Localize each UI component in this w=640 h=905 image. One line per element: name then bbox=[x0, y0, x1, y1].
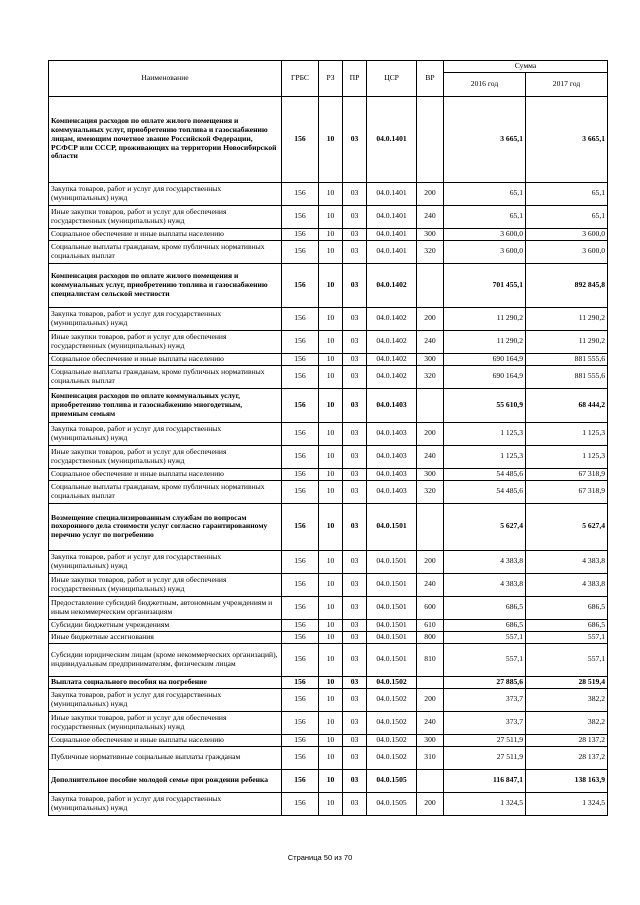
cell-vr: 320 bbox=[417, 365, 444, 388]
cell-grbs: 156 bbox=[282, 734, 319, 746]
cell-2017: 67 318,9 bbox=[526, 468, 608, 480]
cell-grbs: 156 bbox=[282, 688, 319, 711]
cell-pr: 03 bbox=[343, 422, 367, 445]
cell-2016: 5 627,4 bbox=[444, 503, 526, 550]
cell-name: Закупка товаров, работ и услуг для государственных (муниципальных) нужд bbox=[49, 550, 282, 573]
cell-2016: 55 610,9 bbox=[444, 388, 526, 422]
cell-rz: 10 bbox=[319, 468, 343, 480]
cell-2017: 686,5 bbox=[526, 619, 608, 631]
cell-pr: 03 bbox=[343, 228, 367, 240]
cell-name: Закупка товаров, работ и услуг для государственных (муниципальных) нужд bbox=[49, 422, 282, 445]
cell-2017: 1 324,5 bbox=[526, 792, 608, 815]
cell-2017: 1 125,3 bbox=[526, 422, 608, 445]
table-row bbox=[49, 792, 608, 815]
cell-pr: 03 bbox=[343, 676, 367, 688]
cell-name: Социальное обеспечение и иные выплаты населению bbox=[49, 353, 282, 365]
table-row-section bbox=[49, 388, 608, 422]
cell-name: Закупка товаров, работ и услуг для государственных (муниципальных) нужд bbox=[49, 307, 282, 330]
cell-2017: 382,2 bbox=[526, 688, 608, 711]
cell-grbs: 156 bbox=[282, 503, 319, 550]
cell-2016: 373,7 bbox=[444, 711, 526, 734]
cell-2016: 65,1 bbox=[444, 205, 526, 228]
cell-grbs: 156 bbox=[282, 182, 319, 205]
cell-csr: 04.0.1403 bbox=[367, 445, 417, 468]
cell-2017: 557,1 bbox=[526, 631, 608, 643]
cell-2017: 28 519,4 bbox=[526, 676, 608, 688]
cell-csr: 04.0.1401 bbox=[367, 240, 417, 263]
col-header-name: Наименование bbox=[49, 61, 282, 97]
cell-name: Закупка товаров, работ и услуг для государственных (муниципальных) нужд bbox=[49, 688, 282, 711]
cell-2017: 138 163,9 bbox=[526, 769, 608, 792]
table-row bbox=[49, 182, 608, 205]
cell-pr: 03 bbox=[343, 365, 367, 388]
cell-grbs: 156 bbox=[282, 96, 319, 182]
cell-rz: 10 bbox=[319, 676, 343, 688]
cell-vr: 200 bbox=[417, 182, 444, 205]
cell-vr: 300 bbox=[417, 228, 444, 240]
cell-csr: 04.0.1403 bbox=[367, 388, 417, 422]
table-row bbox=[49, 631, 608, 643]
table-row bbox=[49, 643, 608, 676]
cell-rz: 10 bbox=[319, 422, 343, 445]
cell-name: Социальное обеспечение и иные выплаты населению bbox=[49, 228, 282, 240]
cell-rz: 10 bbox=[319, 746, 343, 769]
cell-csr: 04.0.1402 bbox=[367, 365, 417, 388]
table-row bbox=[49, 353, 608, 365]
cell-csr: 04.0.1502 bbox=[367, 676, 417, 688]
cell-grbs: 156 bbox=[282, 480, 319, 503]
cell-grbs: 156 bbox=[282, 445, 319, 468]
cell-csr: 04.0.1502 bbox=[367, 746, 417, 769]
cell-csr: 04.0.1502 bbox=[367, 711, 417, 734]
cell-2016: 701 455,1 bbox=[444, 263, 526, 307]
cell-csr: 04.0.1502 bbox=[367, 734, 417, 746]
cell-2016: 3 665,1 bbox=[444, 96, 526, 182]
table-row bbox=[49, 307, 608, 330]
col-header-2016: 2016 год bbox=[444, 72, 526, 96]
cell-rz: 10 bbox=[319, 307, 343, 330]
col-header-2017: 2017 год bbox=[526, 72, 608, 96]
cell-name: Закупка товаров, работ и услуг для государственных (муниципальных) нужд bbox=[49, 182, 282, 205]
cell-2017: 1 125,3 bbox=[526, 445, 608, 468]
cell-pr: 03 bbox=[343, 631, 367, 643]
table-row-section bbox=[49, 96, 608, 182]
cell-vr: 600 bbox=[417, 596, 444, 619]
table-row-section bbox=[49, 676, 608, 688]
cell-rz: 10 bbox=[319, 631, 343, 643]
cell-grbs: 156 bbox=[282, 330, 319, 353]
cell-grbs: 156 bbox=[282, 307, 319, 330]
cell-pr: 03 bbox=[343, 353, 367, 365]
cell-grbs: 156 bbox=[282, 769, 319, 792]
cell-csr: 04.0.1402 bbox=[367, 307, 417, 330]
cell-2017: 382,2 bbox=[526, 711, 608, 734]
cell-name: Иные закупки товаров, работ и услуг для обеспечения государственных (муниципальных) нужд bbox=[49, 205, 282, 228]
cell-grbs: 156 bbox=[282, 596, 319, 619]
cell-vr: 320 bbox=[417, 480, 444, 503]
cell-csr: 04.0.1505 bbox=[367, 769, 417, 792]
cell-vr bbox=[417, 769, 444, 792]
cell-rz: 10 bbox=[319, 769, 343, 792]
cell-pr: 03 bbox=[343, 205, 367, 228]
cell-2017: 11 290,2 bbox=[526, 307, 608, 330]
cell-pr: 03 bbox=[343, 182, 367, 205]
table-body bbox=[49, 96, 608, 815]
cell-grbs: 156 bbox=[282, 422, 319, 445]
cell-rz: 10 bbox=[319, 734, 343, 746]
cell-vr: 810 bbox=[417, 643, 444, 676]
cell-name: Предоставление субсидий бюджетным, автономным учреждениям и иным некоммерческим организациям bbox=[49, 596, 282, 619]
cell-pr: 03 bbox=[343, 388, 367, 422]
cell-name: Компенсация расходов по оплате жилого помещения и коммунальных услуг, приобретению топлива и газоснабжению лицам, имеющим почетное звание Российской Федерации, РСФСР или СССР, проживающих на территории Новосибирской области bbox=[49, 96, 282, 182]
cell-vr: 240 bbox=[417, 445, 444, 468]
cell-vr: 200 bbox=[417, 307, 444, 330]
cell-grbs: 156 bbox=[282, 631, 319, 643]
budget-table bbox=[48, 60, 608, 816]
cell-name: Иные бюджетные ассигнования bbox=[49, 631, 282, 643]
cell-pr: 03 bbox=[343, 480, 367, 503]
cell-rz: 10 bbox=[319, 263, 343, 307]
cell-vr: 240 bbox=[417, 330, 444, 353]
cell-2017: 65,1 bbox=[526, 182, 608, 205]
cell-grbs: 156 bbox=[282, 550, 319, 573]
cell-csr: 04.0.1501 bbox=[367, 596, 417, 619]
cell-2016: 1 125,3 bbox=[444, 445, 526, 468]
cell-pr: 03 bbox=[343, 792, 367, 815]
cell-2016: 4 383,8 bbox=[444, 550, 526, 573]
table-row bbox=[49, 596, 608, 619]
cell-rz: 10 bbox=[319, 792, 343, 815]
cell-vr: 240 bbox=[417, 573, 444, 596]
cell-2017: 3 665,1 bbox=[526, 96, 608, 182]
cell-pr: 03 bbox=[343, 711, 367, 734]
cell-2017: 881 555,6 bbox=[526, 365, 608, 388]
cell-2017: 65,1 bbox=[526, 205, 608, 228]
cell-pr: 03 bbox=[343, 468, 367, 480]
table-row bbox=[49, 734, 608, 746]
cell-name: Социальное обеспечение и иные выплаты населению bbox=[49, 734, 282, 746]
cell-grbs: 156 bbox=[282, 573, 319, 596]
cell-csr: 04.0.1505 bbox=[367, 792, 417, 815]
cell-2017: 881 555,6 bbox=[526, 353, 608, 365]
cell-2016: 557,1 bbox=[444, 631, 526, 643]
cell-csr: 04.0.1401 bbox=[367, 205, 417, 228]
cell-rz: 10 bbox=[319, 240, 343, 263]
cell-rz: 10 bbox=[319, 619, 343, 631]
cell-pr: 03 bbox=[343, 734, 367, 746]
cell-vr bbox=[417, 503, 444, 550]
table-row bbox=[49, 480, 608, 503]
cell-vr: 200 bbox=[417, 688, 444, 711]
cell-csr: 04.0.1401 bbox=[367, 182, 417, 205]
cell-grbs: 156 bbox=[282, 388, 319, 422]
cell-2016: 54 485,6 bbox=[444, 480, 526, 503]
cell-rz: 10 bbox=[319, 96, 343, 182]
table-row-section bbox=[49, 503, 608, 550]
cell-2016: 1 125,3 bbox=[444, 422, 526, 445]
cell-rz: 10 bbox=[319, 228, 343, 240]
cell-2016: 690 164,9 bbox=[444, 353, 526, 365]
cell-2016: 116 847,1 bbox=[444, 769, 526, 792]
cell-pr: 03 bbox=[343, 746, 367, 769]
cell-vr: 610 bbox=[417, 619, 444, 631]
cell-name: Субсидии бюджетным учреждениям bbox=[49, 619, 282, 631]
cell-2017: 28 137,2 bbox=[526, 746, 608, 769]
cell-name: Дополнительное пособие молодой семье при рождении ребенка bbox=[49, 769, 282, 792]
cell-pr: 03 bbox=[343, 330, 367, 353]
cell-name: Публичные нормативные социальные выплаты гражданам bbox=[49, 746, 282, 769]
cell-rz: 10 bbox=[319, 330, 343, 353]
cell-2017: 68 444,2 bbox=[526, 388, 608, 422]
cell-csr: 04.0.1403 bbox=[367, 480, 417, 503]
cell-csr: 04.0.1402 bbox=[367, 330, 417, 353]
cell-csr: 04.0.1501 bbox=[367, 643, 417, 676]
cell-2016: 4 383,8 bbox=[444, 573, 526, 596]
cell-grbs: 156 bbox=[282, 711, 319, 734]
table-row bbox=[49, 550, 608, 573]
cell-2016: 27 885,6 bbox=[444, 676, 526, 688]
cell-vr: 300 bbox=[417, 353, 444, 365]
cell-grbs: 156 bbox=[282, 205, 319, 228]
cell-2016: 373,7 bbox=[444, 688, 526, 711]
cell-2016: 11 290,2 bbox=[444, 307, 526, 330]
cell-name: Социальное обеспечение и иные выплаты населению bbox=[49, 468, 282, 480]
cell-2016: 557,1 bbox=[444, 643, 526, 676]
cell-name: Компенсация расходов по оплате коммунальных услуг, приобретению топлива и газоснабжению многодетным, приемным семьям bbox=[49, 388, 282, 422]
cell-2016: 686,5 bbox=[444, 619, 526, 631]
cell-rz: 10 bbox=[319, 550, 343, 573]
cell-pr: 03 bbox=[343, 769, 367, 792]
cell-grbs: 156 bbox=[282, 240, 319, 263]
table-row bbox=[49, 228, 608, 240]
cell-name: Компенсация расходов по оплате жилого помещения и коммунальных услуг, приобретению топлива и газоснабжению специалистам сельской местности bbox=[49, 263, 282, 307]
cell-vr: 200 bbox=[417, 792, 444, 815]
cell-name: Субсидии юридическим лицам (кроме некоммерческих организаций), индивидуальным предпринимателям, физическим лицам bbox=[49, 643, 282, 676]
cell-vr bbox=[417, 676, 444, 688]
cell-pr: 03 bbox=[343, 503, 367, 550]
cell-2016: 3 600,0 bbox=[444, 228, 526, 240]
cell-vr: 240 bbox=[417, 711, 444, 734]
cell-2017: 67 318,9 bbox=[526, 480, 608, 503]
cell-pr: 03 bbox=[343, 445, 367, 468]
cell-2017: 3 600,0 bbox=[526, 228, 608, 240]
cell-rz: 10 bbox=[319, 711, 343, 734]
cell-vr bbox=[417, 263, 444, 307]
col-header-sum: Сумма bbox=[444, 61, 608, 73]
table-row-section bbox=[49, 769, 608, 792]
cell-2016: 690 164,9 bbox=[444, 365, 526, 388]
cell-vr bbox=[417, 388, 444, 422]
cell-csr: 04.0.1401 bbox=[367, 96, 417, 182]
table-row bbox=[49, 330, 608, 353]
cell-name: Возмещение специализированным службам по вопросам похоронного дела стоимости услуг согласно гарантированному перечню услуг по погребению bbox=[49, 503, 282, 550]
cell-2017: 4 383,8 bbox=[526, 573, 608, 596]
cell-csr: 04.0.1401 bbox=[367, 228, 417, 240]
cell-name: Социальные выплаты гражданам, кроме публичных нормативных социальных выплат bbox=[49, 240, 282, 263]
col-header-rz: РЗ bbox=[319, 61, 343, 97]
cell-pr: 03 bbox=[343, 96, 367, 182]
cell-pr: 03 bbox=[343, 688, 367, 711]
cell-2016: 27 511,9 bbox=[444, 734, 526, 746]
table-row bbox=[49, 711, 608, 734]
cell-2017: 3 600,0 bbox=[526, 240, 608, 263]
page-number: Страница 50 из 70 bbox=[287, 853, 353, 862]
cell-rz: 10 bbox=[319, 503, 343, 550]
cell-pr: 03 bbox=[343, 307, 367, 330]
table-row bbox=[49, 422, 608, 445]
cell-name: Иные закупки товаров, работ и услуг для обеспечения государственных (муниципальных) нужд bbox=[49, 711, 282, 734]
cell-csr: 04.0.1501 bbox=[367, 631, 417, 643]
cell-csr: 04.0.1502 bbox=[367, 688, 417, 711]
col-header-pr: ПР bbox=[343, 61, 367, 97]
cell-2017: 11 290,2 bbox=[526, 330, 608, 353]
cell-rz: 10 bbox=[319, 445, 343, 468]
table-row bbox=[49, 688, 608, 711]
cell-name: Иные закупки товаров, работ и услуг для обеспечения государственных (муниципальных) нужд bbox=[49, 445, 282, 468]
col-header-grbs: ГРБС bbox=[282, 61, 319, 97]
cell-vr: 320 bbox=[417, 240, 444, 263]
cell-2017: 557,1 bbox=[526, 643, 608, 676]
table-row bbox=[49, 205, 608, 228]
cell-grbs: 156 bbox=[282, 792, 319, 815]
cell-grbs: 156 bbox=[282, 619, 319, 631]
cell-vr: 800 bbox=[417, 631, 444, 643]
cell-2016: 3 600,0 bbox=[444, 240, 526, 263]
table-row bbox=[49, 445, 608, 468]
table-row bbox=[49, 619, 608, 631]
cell-2016: 1 324,5 bbox=[444, 792, 526, 815]
table-row-section bbox=[49, 263, 608, 307]
cell-name: Иные закупки товаров, работ и услуг для обеспечения государственных (муниципальных) нужд bbox=[49, 573, 282, 596]
cell-2017: 28 137,2 bbox=[526, 734, 608, 746]
cell-rz: 10 bbox=[319, 643, 343, 676]
cell-csr: 04.0.1501 bbox=[367, 573, 417, 596]
cell-grbs: 156 bbox=[282, 746, 319, 769]
cell-grbs: 156 bbox=[282, 468, 319, 480]
table-row bbox=[49, 468, 608, 480]
cell-2017: 4 383,8 bbox=[526, 550, 608, 573]
cell-vr bbox=[417, 96, 444, 182]
cell-grbs: 156 bbox=[282, 263, 319, 307]
cell-rz: 10 bbox=[319, 182, 343, 205]
cell-rz: 10 bbox=[319, 205, 343, 228]
cell-2016: 686,5 bbox=[444, 596, 526, 619]
cell-2016: 11 290,2 bbox=[444, 330, 526, 353]
cell-name: Социальные выплаты гражданам, кроме публичных нормативных социальных выплат bbox=[49, 365, 282, 388]
cell-csr: 04.0.1403 bbox=[367, 468, 417, 480]
cell-rz: 10 bbox=[319, 688, 343, 711]
cell-csr: 04.0.1403 bbox=[367, 422, 417, 445]
cell-csr: 04.0.1501 bbox=[367, 503, 417, 550]
cell-2016: 54 485,6 bbox=[444, 468, 526, 480]
cell-grbs: 156 bbox=[282, 228, 319, 240]
col-header-vr: ВР bbox=[417, 61, 444, 97]
cell-rz: 10 bbox=[319, 365, 343, 388]
cell-pr: 03 bbox=[343, 596, 367, 619]
col-header-csr: ЦСР bbox=[367, 61, 417, 97]
table-row bbox=[49, 365, 608, 388]
cell-vr: 200 bbox=[417, 422, 444, 445]
cell-csr: 04.0.1501 bbox=[367, 550, 417, 573]
cell-pr: 03 bbox=[343, 550, 367, 573]
cell-2017: 686,5 bbox=[526, 596, 608, 619]
cell-2017: 892 845,8 bbox=[526, 263, 608, 307]
cell-grbs: 156 bbox=[282, 365, 319, 388]
cell-name: Выплата социального пособия на погребение bbox=[49, 676, 282, 688]
cell-pr: 03 bbox=[343, 263, 367, 307]
table-row bbox=[49, 240, 608, 263]
cell-vr: 240 bbox=[417, 205, 444, 228]
table-row bbox=[49, 746, 608, 769]
cell-grbs: 156 bbox=[282, 676, 319, 688]
cell-vr: 200 bbox=[417, 550, 444, 573]
cell-pr: 03 bbox=[343, 619, 367, 631]
cell-csr: 04.0.1402 bbox=[367, 353, 417, 365]
cell-csr: 04.0.1402 bbox=[367, 263, 417, 307]
cell-pr: 03 bbox=[343, 573, 367, 596]
cell-name: Иные закупки товаров, работ и услуг для обеспечения государственных (муниципальных) нужд bbox=[49, 330, 282, 353]
cell-name: Закупка товаров, работ и услуг для государственных (муниципальных) нужд bbox=[49, 792, 282, 815]
cell-rz: 10 bbox=[319, 388, 343, 422]
cell-2016: 27 511,9 bbox=[444, 746, 526, 769]
cell-rz: 10 bbox=[319, 596, 343, 619]
cell-pr: 03 bbox=[343, 240, 367, 263]
cell-vr: 310 bbox=[417, 746, 444, 769]
cell-grbs: 156 bbox=[282, 643, 319, 676]
cell-rz: 10 bbox=[319, 573, 343, 596]
cell-rz: 10 bbox=[319, 480, 343, 503]
cell-rz: 10 bbox=[319, 353, 343, 365]
cell-2017: 5 627,4 bbox=[526, 503, 608, 550]
cell-csr: 04.0.1501 bbox=[367, 619, 417, 631]
cell-name: Социальные выплаты гражданам, кроме публичных нормативных социальных выплат bbox=[49, 480, 282, 503]
table-row bbox=[49, 573, 608, 596]
cell-vr: 300 bbox=[417, 734, 444, 746]
cell-2016: 65,1 bbox=[444, 182, 526, 205]
cell-vr: 300 bbox=[417, 468, 444, 480]
cell-pr: 03 bbox=[343, 643, 367, 676]
cell-grbs: 156 bbox=[282, 353, 319, 365]
